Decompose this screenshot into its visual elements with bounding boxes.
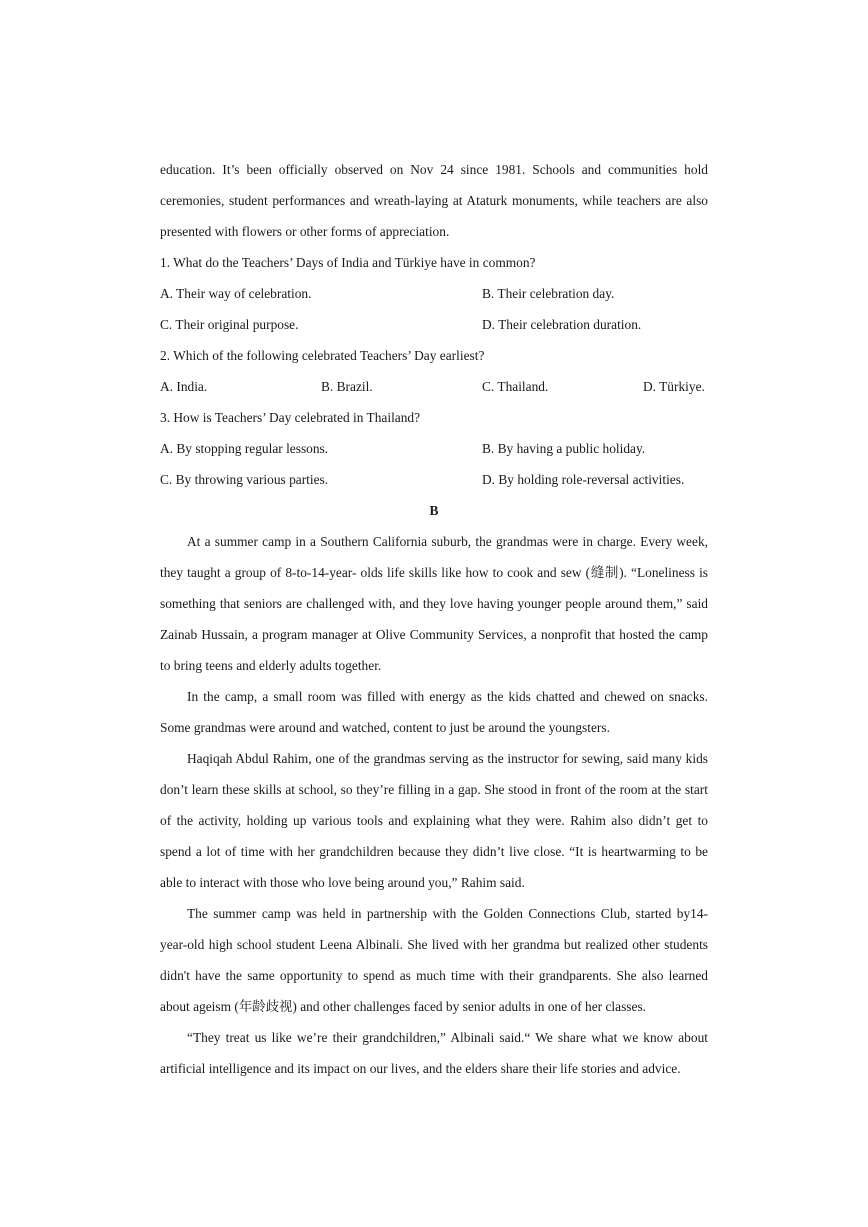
- question-2-stem: 2. Which of the following celebrated Teachers’ Day earliest?: [160, 348, 485, 363]
- question-1-option-c: C. Their original purpose.: [160, 317, 299, 332]
- question-3-options-row-1: [160, 433, 708, 464]
- section-b-paragraph: In the camp, a small room was filled with energy as the kids chatted and chewed on snacks. Some grandmas were around and watched, content to just be around the youngsters.: [160, 689, 708, 735]
- question-3-options-row-2: [160, 464, 708, 495]
- question-3-option-b: B. By having a public holiday.: [482, 441, 646, 456]
- section-b-heading: B: [429, 503, 439, 518]
- question-2-option-a: A. India.: [160, 379, 208, 394]
- section-b-paragraph: The summer camp was held in partnership with the Golden Connections Club, started by14-year-old high school student Leena Albinali. She lived with her grandma but realized other students didn't have the same opportunity to spend as much time with their grandparents. She also learned about ageism (年龄歧视) and other challenges faced by senior adults in one of her classes.: [160, 906, 708, 1014]
- question-1-option-b: B. Their celebration day.: [482, 286, 615, 301]
- passage-a-ending: education. It’s been officially observed on Nov 24 since 1981. Schools and communities hold ceremonies, student performances and wreath-laying at Ataturk monuments, while teachers are also presented with flowers or other forms of appreciation.: [160, 162, 708, 239]
- question-1-options-row-1: [160, 278, 708, 309]
- section-b-paragraph: Haqiqah Abdul Rahim, one of the grandmas serving as the instructor for sewing, said many kids don’t learn these skills at school, so they’re filling in a gap. She stood in front of the room at the start of the activity, holding up various tools and explaining what they were. Rahim also didn’t get to spend a lot of time with her grandchildren because they didn’t live close. “It is heartwarming to be able to interact with those who love being around you,” Rahim said.: [160, 751, 708, 890]
- question-1-option-d: D. Their celebration duration.: [482, 317, 642, 332]
- section-b-paragraph: “They treat us like we’re their grandchildren,” Albinali said.“ We share what we know about artificial intelligence and its impact on our lives, and the elders share their life stories and advice.: [160, 1030, 708, 1076]
- question-3-option-c: C. By throwing various parties.: [160, 472, 329, 487]
- question-1-option-a: A. Their way of celebration.: [160, 286, 312, 301]
- question-3-stem: 3. How is Teachers’ Day celebrated in Thailand?: [160, 410, 421, 425]
- question-3-option-a: A. By stopping regular lessons.: [160, 441, 329, 456]
- question-1-stem: 1. What do the Teachers’ Days of India and Türkiye have in common?: [160, 255, 536, 270]
- text-column: [160, 154, 708, 1084]
- question-2-option-c: C. Thailand.: [482, 379, 549, 394]
- question-3-option-d: D. By holding role-reversal activities.: [482, 472, 685, 487]
- section-b-paragraph: At a summer camp in a Southern California suburb, the grandmas were in charge. Every week, they taught a group of 8-to-14-year- olds life skills like how to cook and sew (缝制). “Loneliness is something that seniors are challenged with, and they love having younger people around them,” said Zainab Hussain, a program manager at Olive Community Services, a nonprofit that hosted the camp to bring teens and elderly adults together.: [160, 534, 708, 673]
- question-2-option-b: B. Brazil.: [321, 379, 373, 394]
- question-2-options-row: [160, 371, 708, 402]
- question-2-option-d: D. Türkiye.: [643, 379, 705, 394]
- question-1-options-row-2: [160, 309, 708, 340]
